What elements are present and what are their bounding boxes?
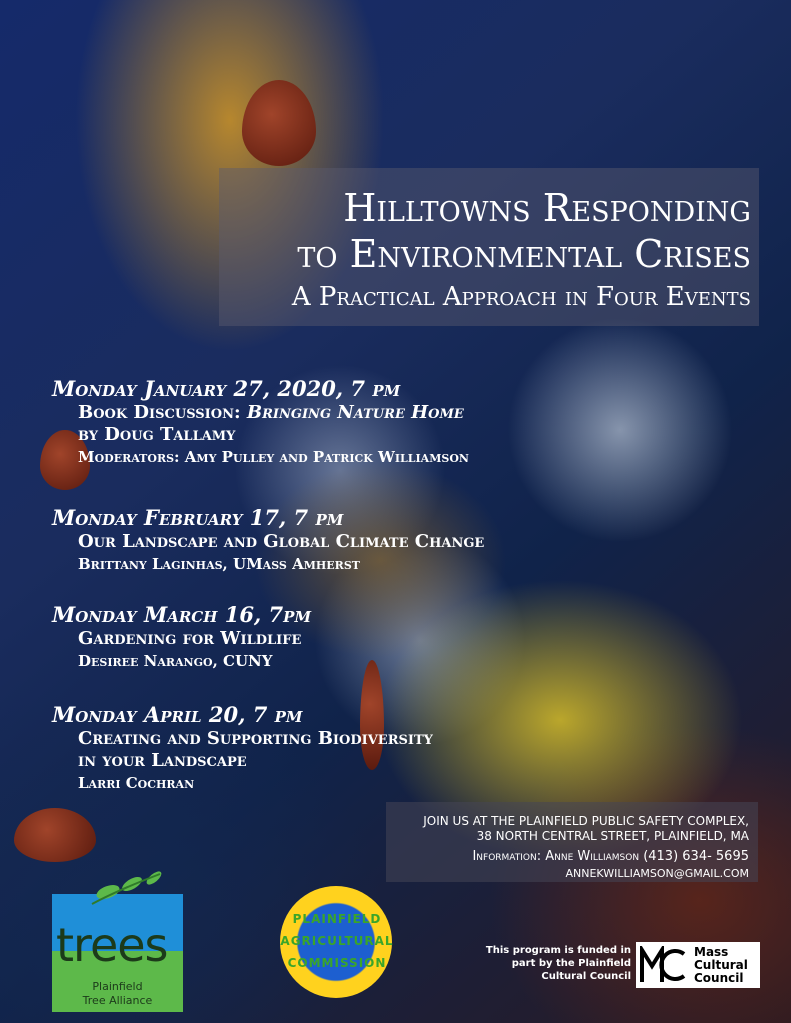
event-1 bbox=[52, 376, 652, 468]
pac-line3: COMMISSION bbox=[287, 956, 387, 970]
mass-cultural-council-logo bbox=[636, 942, 760, 988]
event-moderators: Moderators: Amy Pulley and Patrick Williamson bbox=[78, 448, 469, 466]
event-date: Monday January 27, 2020, 7 pm bbox=[52, 376, 401, 401]
poster-subtitle: A Practical Approach in Four Events bbox=[291, 282, 751, 312]
event-title: Gardening for Wildlife bbox=[78, 628, 302, 649]
event-title: Book Discussion: Bringing Nature Home bbox=[78, 402, 464, 423]
venue-line2: 38 NORTH CENTRAL STREET, PLAINFIELD, MA bbox=[476, 829, 749, 843]
agricultural-commission-logo bbox=[262, 886, 402, 1006]
event-speaker: Desiree Narango, CUNY bbox=[78, 652, 273, 670]
book-title: Bringing Nature Home bbox=[246, 402, 464, 423]
event-author: by Doug Tallamy bbox=[78, 424, 236, 445]
mcc-mark-icon bbox=[640, 946, 688, 984]
event-title: Our Landscape and Global Climate Change bbox=[78, 531, 485, 552]
trees-sub-line2: Tree Alliance bbox=[82, 994, 153, 1007]
event-2 bbox=[52, 505, 652, 575]
event-4 bbox=[52, 702, 652, 794]
event-date: Monday February 17, 7 pm bbox=[52, 505, 344, 530]
trees-wordmark: trees bbox=[56, 918, 168, 972]
milkweed-seed-image bbox=[242, 80, 316, 166]
event-title-cont: in your Landscape bbox=[78, 750, 247, 771]
event-3 bbox=[52, 602, 652, 672]
funding-statement: This program is funded in part by the Plainfield Cultural Council bbox=[485, 945, 631, 982]
info-contact: Information: Anne Williamson (413) 634- 5695 bbox=[472, 849, 749, 864]
mcc-line1: Mass bbox=[694, 945, 729, 959]
mcc-line3: Council bbox=[694, 971, 744, 985]
trees-sub-line1: Plainfield bbox=[92, 980, 143, 993]
leaf-icon bbox=[88, 870, 168, 910]
info-email: ANNEKWILLIAMSON@GMAIL.COM bbox=[565, 867, 749, 880]
event-date: Monday April 20, 7 pm bbox=[52, 702, 303, 727]
pac-line2: AGRICULTURAL bbox=[280, 934, 394, 948]
event-title: Creating and Supporting Biodiversity bbox=[78, 728, 433, 749]
poster-title-line1: Hilltowns Responding bbox=[343, 186, 751, 230]
poster-title-line2: to Environmental Crises bbox=[297, 232, 751, 276]
event-speaker: Brittany Laginhas, UMass Amherst bbox=[78, 555, 360, 573]
pac-line1: PLAINFIELD bbox=[292, 912, 382, 926]
trees-logo bbox=[52, 884, 183, 1012]
mcc-line2: Cultural bbox=[694, 958, 748, 972]
event-date: Monday March 16, 7pm bbox=[52, 602, 312, 627]
milkweed-seed-image bbox=[14, 808, 96, 862]
venue-line1: JOIN US AT THE PLAINFIELD PUBLIC SAFETY COMPLEX, bbox=[423, 814, 749, 828]
event-speaker: Larri Cochran bbox=[78, 774, 195, 792]
